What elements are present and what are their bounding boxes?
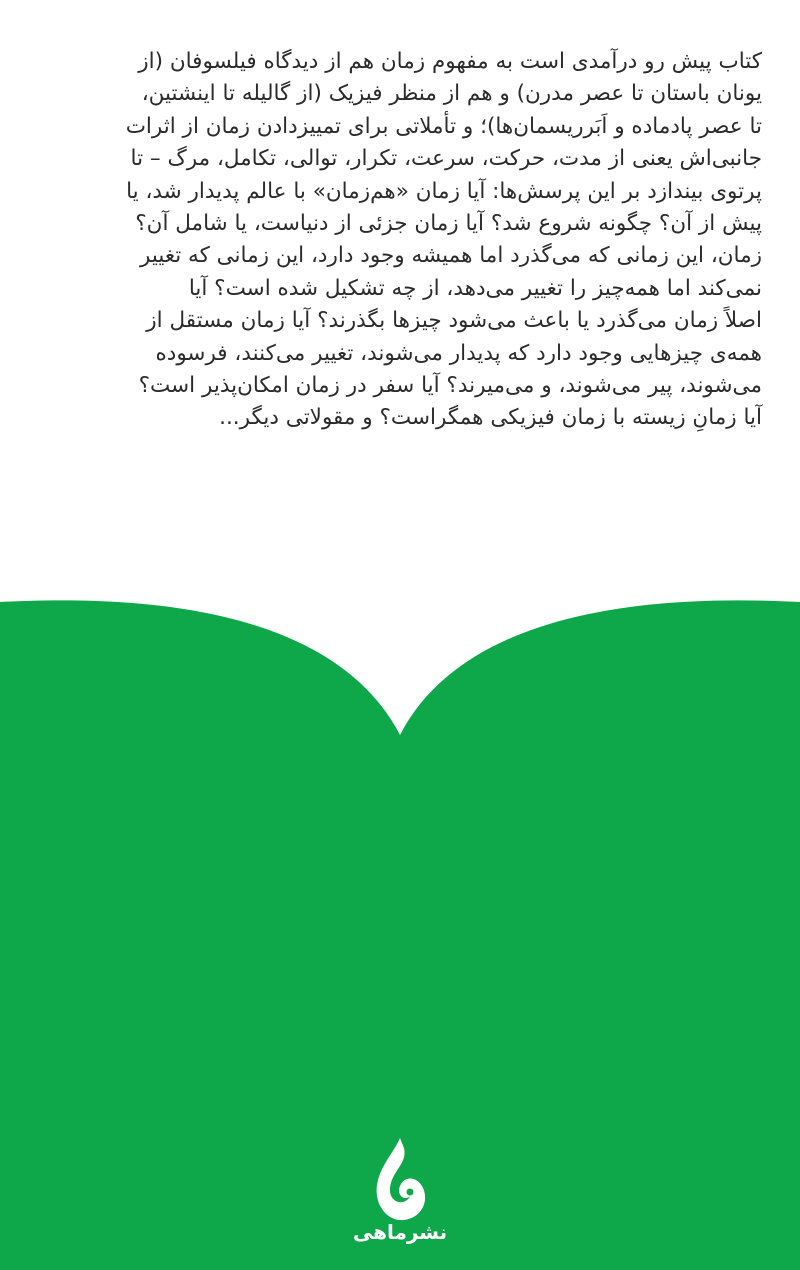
blurb-line: آیا زمانِ زیسته با زمان فیزیکی همگراست؟ و مقولاتی دیگر...: [219, 405, 762, 431]
logo-eye-dot: [407, 1189, 414, 1196]
logo-drop-shape: [377, 1138, 426, 1220]
blurb-line: کتاب پیش رو درآمدی است به مفهوم زمان هم از دیدگاه فیلسوفان (از: [138, 49, 762, 74]
blurb-line: همه‌ی چیزهایی وجود دارد که پدیدار می‌شوند، تغییر می‌کنند، فرسوده: [155, 340, 762, 366]
blurb-line: جانبی‌اش یعنی از مدت، حرکت، سرعت، تکرار، توالی، تکامل، مرگ – تا: [130, 146, 762, 172]
blurb-line: تا عصر پادماده و اَبَرریسمان‌ها)؛ و تأملاتی برای تمییزدادن زمان از اثرات: [125, 113, 762, 139]
blurb-line: نمی‌کند اما همه‌چیز را تغییر می‌دهد، از چه تشکیل شده است؟ آیا: [188, 275, 762, 301]
blurb-line: پرتوی بیندازد بر این پرسش‌ها: آیا زمان «هم‌زمان» با عالم پدیدار شد، یا: [126, 178, 762, 204]
blurb-line: زمان، این زمانی که می‌گذرد اما همیشه وجود دارد، این زمانی که تغییر: [140, 243, 762, 269]
publisher-name: نشرماهی: [352, 1220, 448, 1244]
blurb-line: یونان باستان تا عصر مدرن) و هم از منظر فیزیک (از گالیله تا اینشتین،: [141, 81, 762, 107]
blurb-line: اصلاً زمان می‌گذرد یا باعث می‌شود چیزها بگذرند؟ آیا زمان مستقل از: [146, 308, 762, 334]
blurb-line: پیش از آن؟ چگونه شروع شد؟ آیا زمان جزئی از دنیاست، یا شامل آن؟: [135, 211, 762, 237]
blurb-line: می‌شوند، پیر می‌شوند، و می‌میرند؟ آیا سفر در زمان امکان‌پذیر است؟: [138, 373, 762, 399]
